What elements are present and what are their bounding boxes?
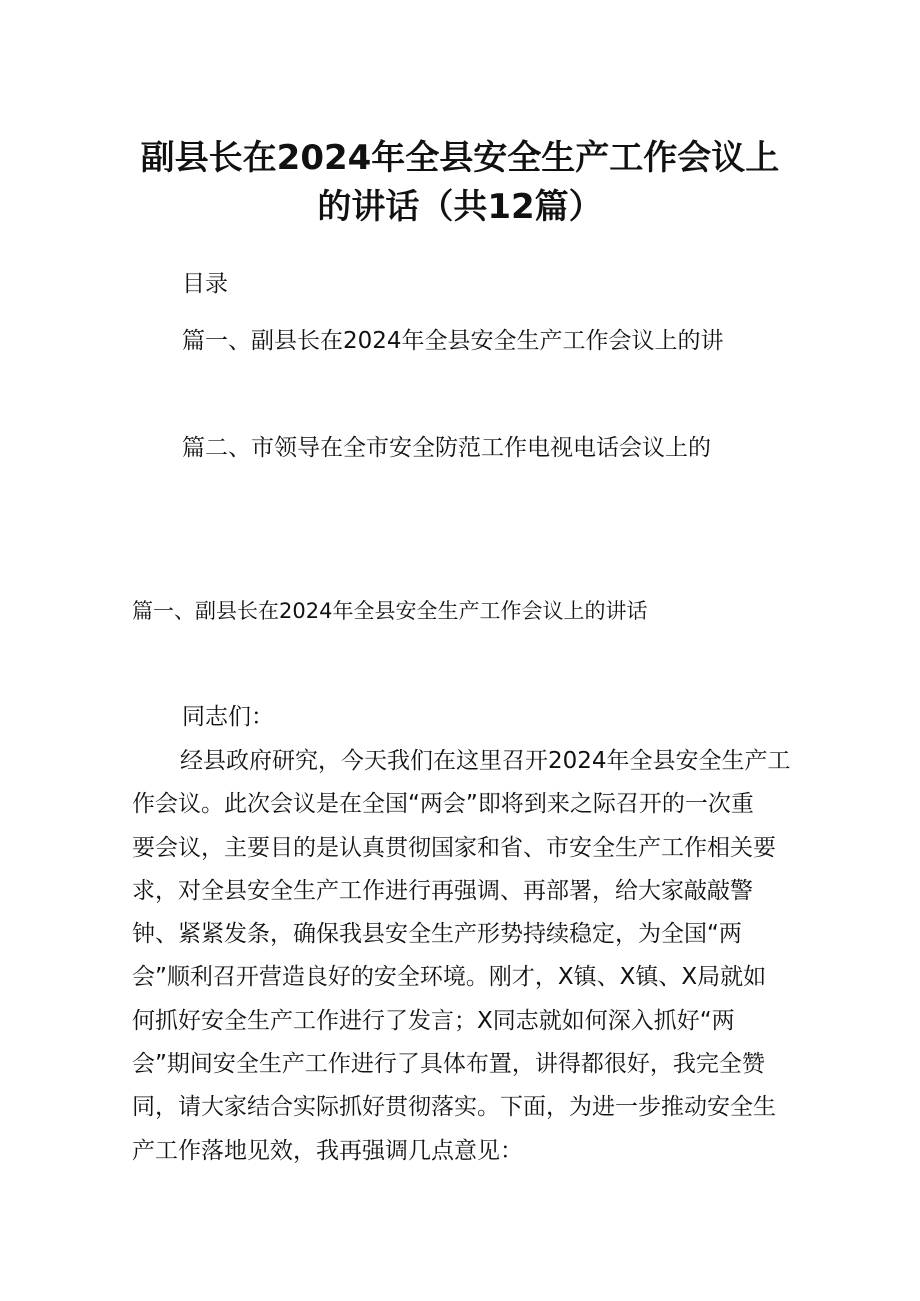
paragraph-line: 会”顺利召开营造良好的安全环境。刚才，X镇、X镇、X局就如	[132, 964, 767, 991]
toc-label: 目录	[182, 271, 228, 297]
paragraph-line: 经县政府研究，今天我们在这里召开2024年全县安全生产工	[180, 748, 791, 774]
paragraph-line: 钟、紧紧发条，确保我县安全生产形势持续稳定，为全国“两	[132, 921, 742, 948]
paragraph-line: 要会议，主要目的是认真贯彻国家和省、市安全生产工作相关要	[132, 834, 776, 861]
body-paragraph	[132, 740, 792, 1173]
section-heading: 篇一、副县长在2024年全县安全生产工作会议上的讲话	[132, 599, 648, 623]
toc-item-2: 篇二、市领导在全市安全防范工作电视电话会议上的	[182, 435, 711, 461]
salutation: 同志们：	[182, 704, 274, 730]
paragraph-line: 何抓好安全生产工作进行了发言；X同志就如何深入抓好“两	[132, 1007, 735, 1034]
paragraph-line: 求，对全县安全生产工作进行再强调、再部署，给大家敲敲警	[132, 877, 753, 904]
paragraph-line: 同，请大家结合实际抓好贯彻落实。下面，为进一步推动安全生	[132, 1094, 776, 1121]
paragraph-line: 会”期间安全生产工作进行了具体布置，讲得都很好，我完全赞	[132, 1051, 765, 1078]
document-title-line-1: 副县长在2024年全县安全生产工作会议上	[140, 138, 780, 178]
paragraph-line: 作会议。此次会议是在全国“两会”即将到来之际召开的一次重	[132, 791, 754, 818]
document-title-line-2: 的讲话（共12篇）	[317, 187, 603, 227]
toc-item-1: 篇一、副县长在2024年全县安全生产工作会议上的讲	[182, 328, 724, 354]
paragraph-line: 产工作落地见效，我再强调几点意见：	[132, 1137, 523, 1164]
